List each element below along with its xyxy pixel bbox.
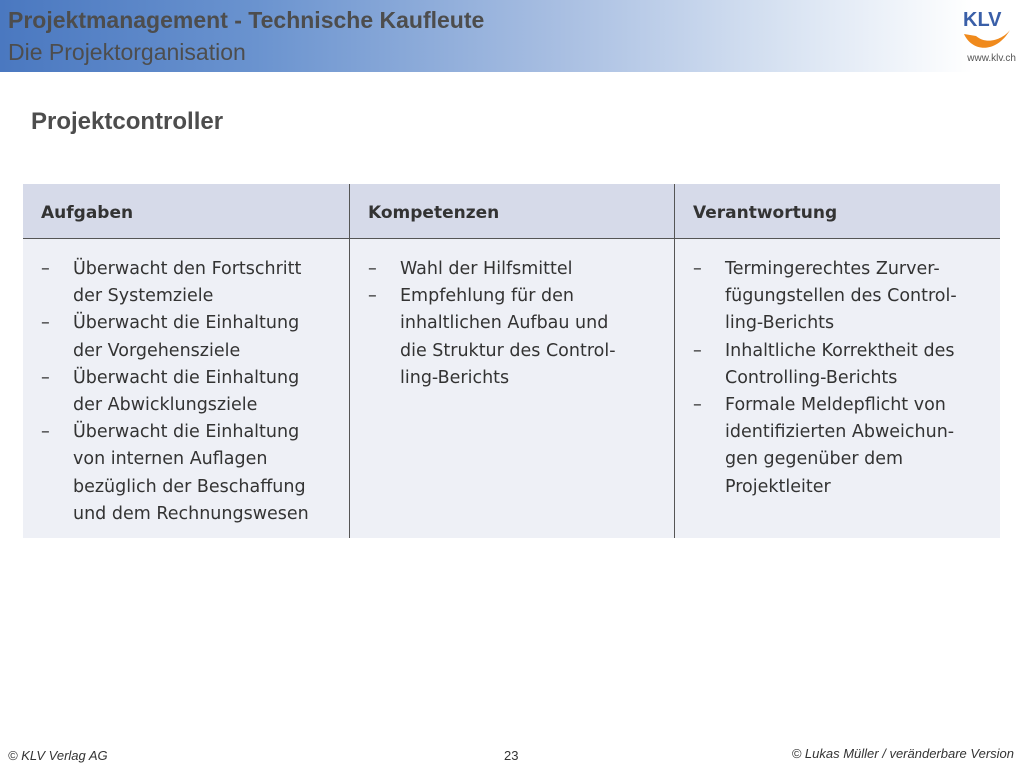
header-title: Projektmanagement - Technische Kaufleute	[8, 7, 485, 33]
column-cell	[41, 256, 340, 528]
role-table	[23, 184, 1000, 538]
list-item: – Termingerechtes Zurver- fügungstellen des Control- ling-Berichts	[693, 256, 993, 338]
section-title: Projektcontroller	[31, 108, 224, 135]
column-cell	[368, 256, 667, 392]
dash-icon: –	[41, 422, 50, 443]
list-item: – Überwacht die Einhaltung von internen Auflagen bezüglich der Beschaffung und dem Rechnungswesen	[41, 419, 340, 528]
column-cell	[693, 256, 993, 501]
dash-icon: –	[41, 367, 50, 388]
dash-icon: –	[41, 313, 50, 334]
list-item: – Inhaltliche Korrektheit des Controlling-Berichts	[693, 338, 993, 392]
column-header: Verantwortung	[693, 203, 838, 223]
dash-icon: –	[368, 286, 377, 307]
column-header: Kompetenzen	[368, 203, 500, 223]
slide-header	[0, 0, 1024, 72]
dash-icon: –	[693, 259, 702, 279]
logo-url: www.klv.ch	[967, 53, 1016, 64]
column-aufgaben	[23, 184, 348, 538]
header-subtitle: Die Projektorganisation	[8, 39, 246, 65]
footer-copyright: © KLV Verlag AG	[8, 748, 108, 763]
dash-icon: –	[41, 259, 50, 279]
dash-icon: –	[693, 340, 702, 361]
column-verantwortung	[674, 184, 1001, 538]
dash-icon: –	[693, 395, 702, 416]
logo-swoosh	[964, 30, 1010, 48]
column-header: Aufgaben	[41, 203, 134, 223]
list-item: – Überwacht die Einhaltung der Vorgehensziele	[41, 310, 340, 364]
page-number: 23	[504, 748, 519, 763]
list-item: – Wahl der Hilfsmittel	[368, 256, 667, 283]
footer-author: © Lukas Müller / veränderbare Version	[791, 746, 1014, 761]
list-item: – Überwacht den Fortschritt der Systemziele	[41, 256, 340, 310]
list-item: – Überwacht die Einhaltung der Abwicklungsziele	[41, 365, 340, 419]
dash-icon: –	[368, 259, 377, 279]
list-item: – Empfehlung für den inhaltlichen Aufbau und die Struktur des Control- ling-Berichts	[368, 283, 667, 392]
column-kompetenzen	[349, 184, 675, 538]
list-item: – Formale Meldepflicht von identifizierten Abweichun- gen gegenüber dem Projektleiter	[693, 392, 993, 501]
logo-text: KLV	[963, 9, 1002, 31]
